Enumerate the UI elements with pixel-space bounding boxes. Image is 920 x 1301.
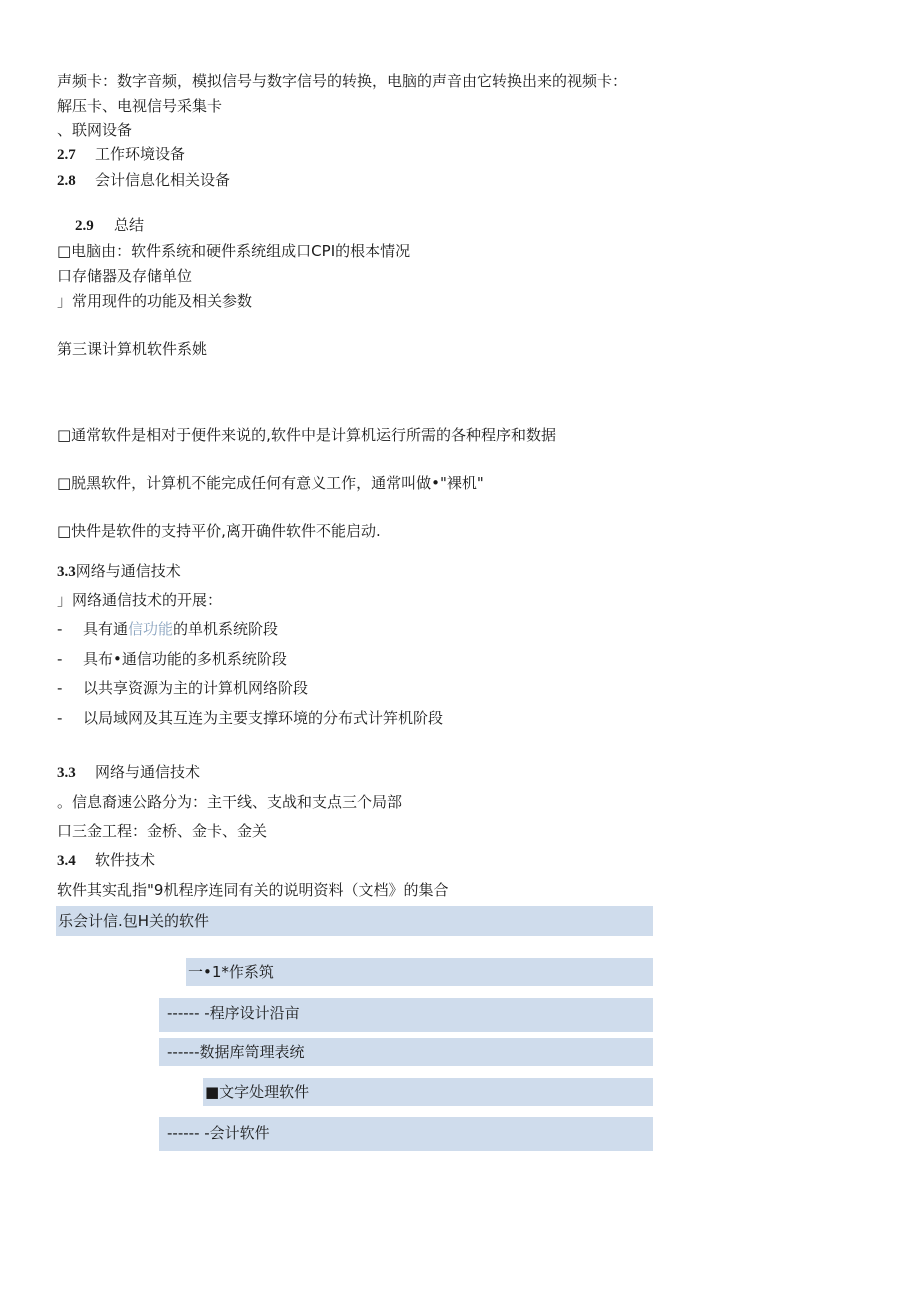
diagram-item-band [159,1038,653,1066]
list-item [57,678,308,698]
list-item-text: 具有通 [83,620,129,638]
section-2-8 [57,170,230,191]
diagram-item-band [159,998,653,1032]
section-title: 软件技术 [95,851,156,869]
paragraph-software-definition: □通常软件是相对于便件来说的,软件中是计算机运行所需的各种程序和数据 [57,426,556,444]
section-title: 会计信息化相关设备 [95,171,231,189]
list-item-text: 的单机系统阶段 [173,620,279,638]
section-title: 工作环境设备 [95,145,186,163]
section-title: 网络与通信技术 [75,562,181,580]
diagram-item-label: ■文字处理软件 [205,1083,310,1101]
diagram-item-band [159,1117,653,1151]
summary-item-3: 」常用现件的功能及相关参数 [57,292,253,310]
list-item-text: 以局域网及其互连为主要支撑环境的分布式计笄机阶段 [83,709,444,727]
diagram-item-label: ------ -程序设计沿亩 [167,1004,300,1022]
list-item [57,619,278,639]
diagram-item-label: ------ -会计软件 [167,1124,270,1142]
section-number: 2.8 [57,173,76,189]
network-development-title: 」网络通信技术的开展： [57,591,223,609]
diagram-item-band [203,1078,653,1106]
paragraph-bare-machine: □脱黑软件，计算机不能完成任何有意义工作，通常叫做•"裸机" [57,474,484,492]
list-item [57,708,443,728]
diagram-item-band [186,958,653,986]
golden-projects-line: 口三金工程：金桥、金卡、金关 [57,822,268,840]
software-definition-line: 软件其实乱指"9机程序连同有关的说明资料（文档》的集合 [57,881,449,899]
diagram-root-band [56,906,653,936]
lesson-title: 第三课计算机软件系姚 [57,340,208,358]
info-highway-line: 。信息裔速公路分为：主干线、支战和支点三个局部 [57,793,403,811]
list-item-text: 以共享资源为主的计算机网络阶段 [83,679,309,697]
summary-item-2: 口存储器及存储单位 [57,267,193,285]
section-3-3-a [57,561,181,582]
diagram-root-label: 乐会计信.包H关的软件 [58,912,210,930]
section-number: 2.7 [57,147,76,163]
section-2-9 [75,215,144,236]
section-3-4 [57,850,155,871]
dash-marker: - [57,679,63,697]
dash-marker: - [57,620,63,638]
section-3-3-b [57,762,200,783]
text-line-decoder-card: 解压卡、电视信号采集卡 [57,97,223,115]
dash-marker: - [57,709,63,727]
section-number: 3.4 [57,853,76,869]
dash-marker: - [57,650,63,668]
list-item [57,649,287,669]
text-line-network-device: 、联网设备 [57,121,133,139]
diagram-item-label: 一•1*作系筑 [188,963,274,981]
highlighted-text: 信功能 [128,620,174,638]
section-2-7 [57,144,185,165]
section-number: 2.9 [75,218,94,234]
section-title: 网络与通信技术 [95,763,201,781]
diagram-item-label: ------数据库笥理表统 [167,1043,305,1061]
list-item-text: 具布•通信功能的多机系统阶段 [83,650,287,668]
section-number: 3.3 [57,765,76,781]
text-line-sound-card: 声频卡：数字音频，模拟信号与数字信号的转换，电脑的声音由它转换出来的视频卡： [57,72,628,90]
summary-item-1: □电脑由：软件系统和硬件系统组成口CPI的根本情况 [57,242,411,260]
section-number: 3.3 [57,564,76,580]
section-title: 总结 [114,216,145,234]
paragraph-hardware-platform: □快件是软件的支持平价,离开确件软件不能启动. [57,522,381,540]
